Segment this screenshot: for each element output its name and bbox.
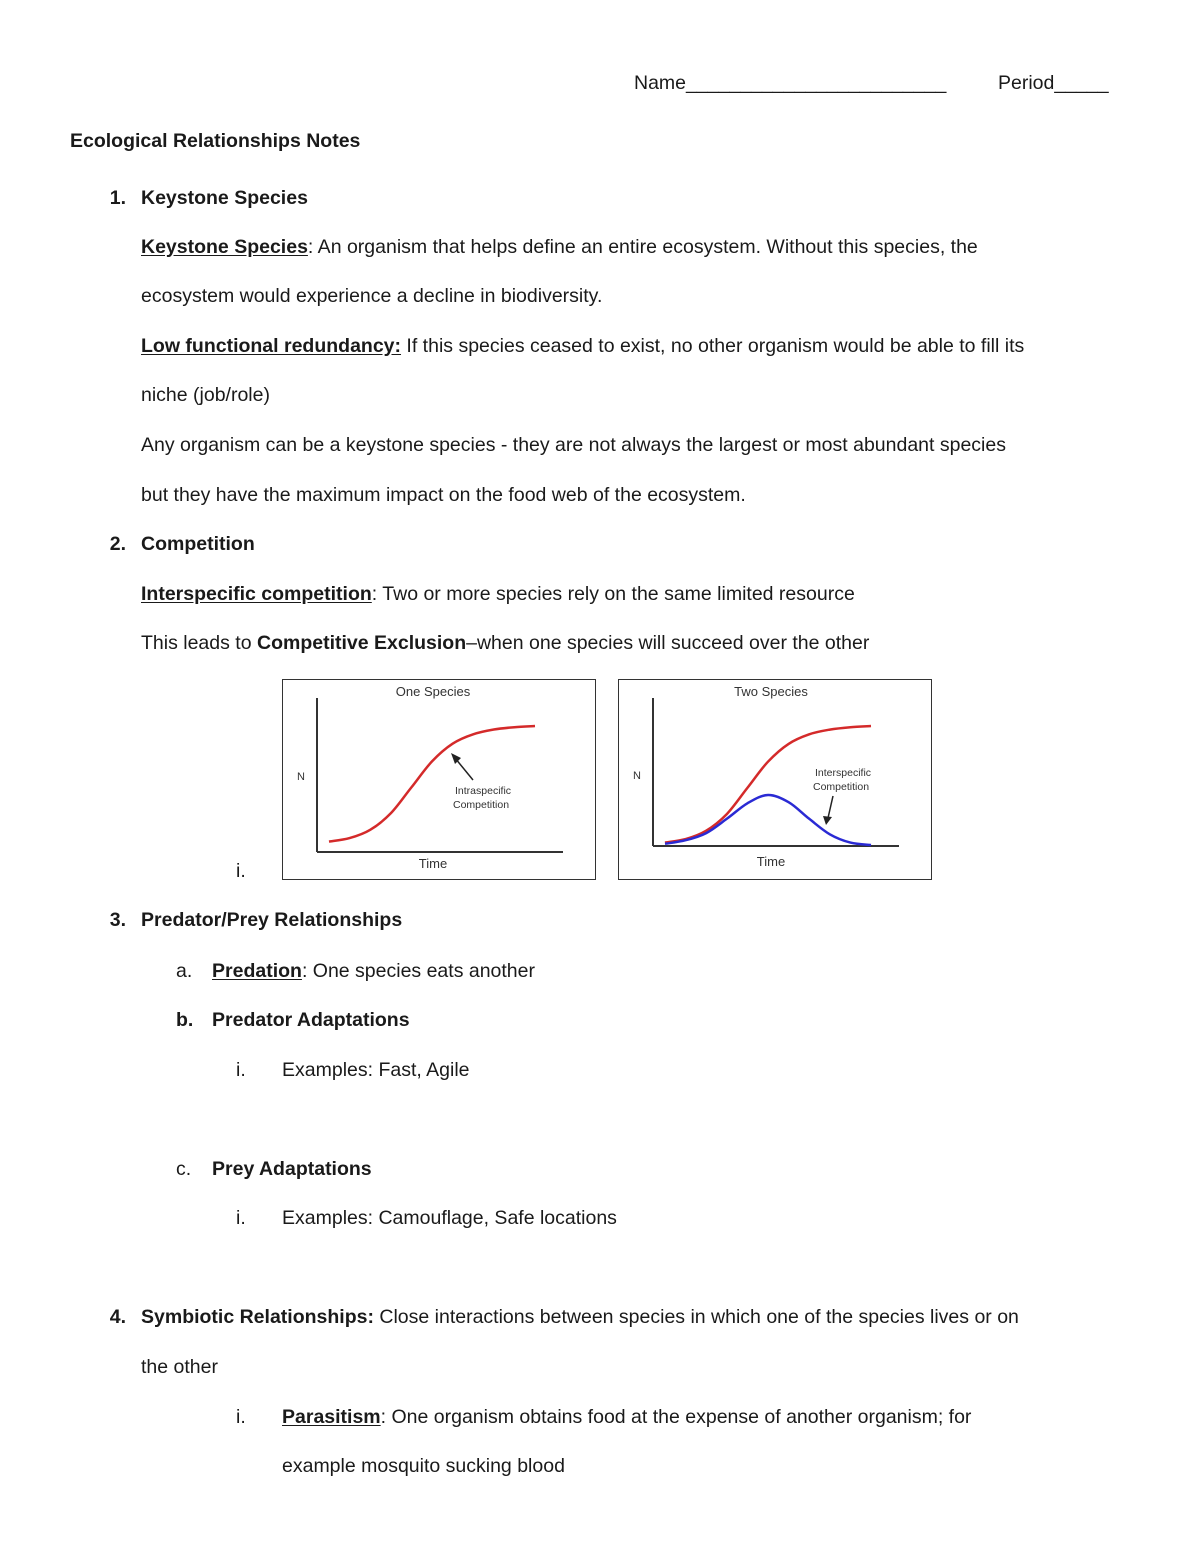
annotation-line2: Competition [813, 781, 870, 793]
section-2-heading: Competition [141, 533, 255, 555]
prey-adaptations-heading: Prey Adaptations [212, 1158, 372, 1180]
symbiotic-definition-line2: the other [141, 1356, 218, 1378]
period-blank-line[interactable]: _____ [1054, 72, 1109, 94]
section-3-heading: Predator/Prey Relationships [141, 909, 403, 931]
series-line-1 [665, 795, 871, 845]
period-label: Period_____ [998, 72, 1109, 94]
annotation-arrowhead [823, 816, 832, 825]
chart-title: Two Species [734, 684, 808, 699]
item-c-i-marker: i. [236, 1207, 246, 1229]
annotation-line2: Competition [453, 799, 510, 811]
chart-two-species-svg [619, 680, 930, 878]
parasitism-term: Parasitism [282, 1406, 381, 1428]
interspecific-definition: Interspecific competition: Two or more species rely on the same limited resource [141, 583, 855, 605]
series-line-0 [329, 726, 535, 842]
interspecific-term: Interspecific competition [141, 583, 372, 605]
keystone-definition-line1: Keystone Species: An organism that helps define an entire ecosystem. Without this species, the [141, 236, 978, 258]
chart-one-species-svg [283, 680, 594, 878]
section-1-heading: Keystone Species [141, 187, 308, 209]
parasitism-definition-line1: Parasitism: One organism obtains food at the expense of another organism; for [282, 1406, 972, 1428]
redundancy-definition-line1: Low functional redundancy: If this species ceased to exist, no other organism would be able to fill its [141, 335, 1025, 357]
page-title: Ecological Relationships Notes [70, 130, 361, 152]
redundancy-definition-line2: niche (job/role) [141, 384, 270, 406]
y-axis-label: N [633, 770, 641, 782]
item-b-i-marker: i. [236, 1059, 246, 1081]
y-axis-label: N [297, 771, 305, 783]
predation-term: Predation [212, 960, 302, 982]
item-b-marker: b. [176, 1009, 194, 1031]
item-c-marker: c. [176, 1158, 192, 1180]
prey-examples: Examples: Camouflage, Safe locations [282, 1207, 617, 1229]
section-2-number: 2. [109, 533, 126, 555]
predator-adaptations-heading: Predator Adaptations [212, 1009, 410, 1031]
competitive-exclusion-line: This leads to Competitive Exclusion–when one species will succeed over the other [141, 632, 870, 654]
predation-definition: Predation: One species eats another [212, 960, 535, 982]
chart-title: One Species [395, 684, 471, 699]
x-axis-label: Time [756, 854, 786, 869]
section-1-number: 1. [109, 187, 126, 209]
chart-two-species [618, 679, 932, 880]
keystone-term: Keystone Species [141, 236, 308, 258]
annotation-line1: Interspecific [815, 767, 872, 779]
item-a-marker: a. [176, 960, 193, 982]
parasitism-definition-line2: example mosquito sucking blood [282, 1455, 565, 1477]
competitive-exclusion-term: Competitive Exclusion [256, 632, 467, 654]
keystone-definition-line2: ecosystem would experience a decline in biodiversity. [141, 285, 603, 307]
x-axis-label: Time [418, 856, 448, 871]
parasitism-marker: i. [236, 1406, 246, 1428]
section-4-number: 4. [109, 1306, 126, 1328]
redundancy-term: Low functional redundancy: [141, 335, 402, 357]
name-label: Name________________________ [634, 72, 947, 94]
keystone-note-line1: Any organism can be a keystone species - they are not always the largest or most abundant species [141, 434, 1006, 456]
symbiotic-definition-line1: Symbiotic Relationships: Close interactions between species in which one of the species lives or on [141, 1306, 1019, 1328]
name-blank-line[interactable]: ________________________ [686, 72, 947, 94]
keystone-note-line2: but they have the maximum impact on the food web of the ecosystem. [141, 484, 746, 506]
figure-marker: i. [236, 860, 246, 882]
section-4-heading: Symbiotic Relationships: [141, 1306, 374, 1328]
section-3-number: 3. [109, 909, 126, 931]
predator-examples: Examples: Fast, Agile [282, 1059, 470, 1081]
annotation-line1: Intraspecific [455, 785, 512, 797]
chart-one-species [282, 679, 596, 880]
annotation-arrow [828, 796, 833, 818]
